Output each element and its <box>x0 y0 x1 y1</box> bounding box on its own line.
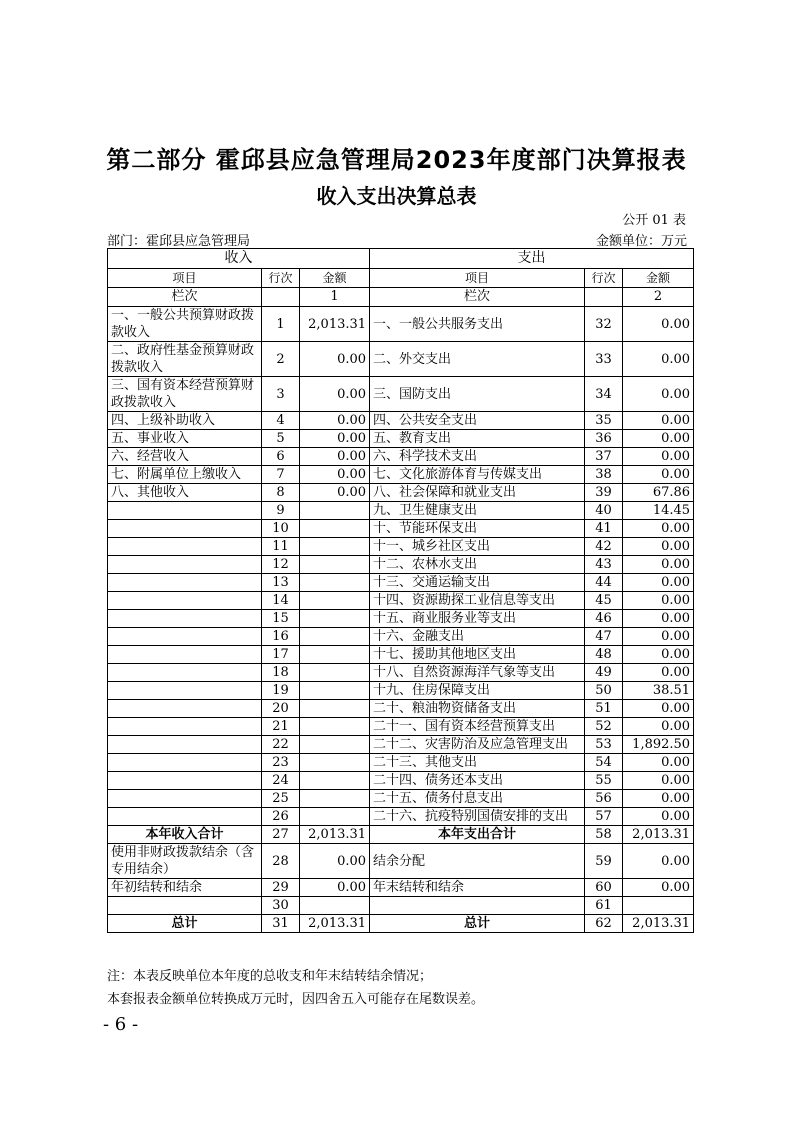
expense-row-no: 32 <box>585 307 623 342</box>
income-row-no: 10 <box>262 520 300 538</box>
income-amount <box>300 592 370 610</box>
table-row <box>108 592 694 610</box>
income-amount <box>300 538 370 556</box>
income-item: 一、一般公共预算财政拨款收入 <box>108 307 262 342</box>
expense-row-no: 41 <box>585 520 623 538</box>
table-row <box>108 646 694 664</box>
expense-item: 五、教育支出 <box>370 430 585 448</box>
table-row <box>108 682 694 700</box>
expense-amount: 0.00 <box>623 808 694 826</box>
expense-item: 十一、城乡社区支出 <box>370 538 585 556</box>
table-row <box>108 556 694 574</box>
expense-row-no: 59 <box>585 844 623 879</box>
income-expense-table <box>107 248 694 933</box>
income-amount: 0.00 <box>300 377 370 412</box>
income-item-header: 项目 <box>108 269 262 288</box>
expense-amount: 0.00 <box>623 790 694 808</box>
expense-row-no: 50 <box>585 682 623 700</box>
expense-item: 十、节能环保支出 <box>370 520 585 538</box>
section-header-row <box>108 249 694 269</box>
income-amount: 0.00 <box>300 412 370 430</box>
income-item <box>108 700 262 718</box>
income-amount <box>300 682 370 700</box>
expense-item: 二十三、其他支出 <box>370 754 585 772</box>
income-amount <box>300 700 370 718</box>
income-item <box>108 628 262 646</box>
income-item <box>108 736 262 754</box>
income-amount <box>300 897 370 915</box>
income-row-no: 3 <box>262 377 300 412</box>
expense-item: 十九、住房保障支出 <box>370 682 585 700</box>
table-row <box>108 736 694 754</box>
expense-amount: 0.00 <box>623 610 694 628</box>
table-row <box>108 879 694 897</box>
income-item <box>108 538 262 556</box>
income-total-amount: 2,013.31 <box>300 826 370 844</box>
expense-item: 十七、援助其他地区支出 <box>370 646 585 664</box>
income-item <box>108 897 262 915</box>
expense-row-no: 54 <box>585 754 623 772</box>
income-amount <box>300 520 370 538</box>
table-row <box>108 574 694 592</box>
expense-grand-total-row-no: 62 <box>585 915 623 933</box>
income-row-no: 28 <box>262 844 300 879</box>
income-row-no: 24 <box>262 772 300 790</box>
income-amount <box>300 664 370 682</box>
income-total-row-no: 27 <box>262 826 300 844</box>
expense-item: 结余分配 <box>370 844 585 879</box>
expense-item: 三、国防支出 <box>370 377 585 412</box>
income-row-no: 19 <box>262 682 300 700</box>
income-item: 使用非财政拨款结余（含专用结余） <box>108 844 262 879</box>
expense-amount: 0.00 <box>623 412 694 430</box>
expense-item: 六、科学技术支出 <box>370 448 585 466</box>
expense-amount: 0.00 <box>623 556 694 574</box>
expense-amount: 0.00 <box>623 664 694 682</box>
income-amount: 0.00 <box>300 430 370 448</box>
income-row-no: 18 <box>262 664 300 682</box>
expense-item: 十六、金融支出 <box>370 628 585 646</box>
table-row <box>108 342 694 377</box>
expense-item: 十五、商业服务业等支出 <box>370 610 585 628</box>
amount-unit-label: 金额单位：万元 <box>595 234 687 249</box>
income-amount <box>300 718 370 736</box>
income-amount <box>300 556 370 574</box>
grand-total-row <box>108 915 694 933</box>
income-row-no: 14 <box>262 592 300 610</box>
table-row <box>108 844 694 879</box>
table-row <box>108 520 694 538</box>
table-row <box>108 430 694 448</box>
expense-amount: 0.00 <box>623 307 694 342</box>
income-row-no: 23 <box>262 754 300 772</box>
expense-item <box>370 897 585 915</box>
expense-item: 二十六、抗疫特别国债安排的支出 <box>370 808 585 826</box>
table-row <box>108 664 694 682</box>
expense-amount: 0.00 <box>623 342 694 377</box>
expense-amount: 1,892.50 <box>623 736 694 754</box>
income-item: 二、政府性基金预算财政拨款收入 <box>108 342 262 377</box>
table-row <box>108 448 694 466</box>
page-title: 第二部分 霍邱县应急管理局2023年度部门决算报表 <box>106 146 687 174</box>
expense-total-label: 本年支出合计 <box>370 826 585 844</box>
expense-item: 十三、交通运输支出 <box>370 574 585 592</box>
expense-row-no: 43 <box>585 556 623 574</box>
subtotal-row <box>108 826 694 844</box>
income-amount <box>300 790 370 808</box>
report-number: 公开 01 表 <box>622 213 686 228</box>
income-row-no: 26 <box>262 808 300 826</box>
income-grand-total-label: 总计 <box>108 915 262 933</box>
expense-item: 二十一、国有资本经营预算支出 <box>370 718 585 736</box>
table-row <box>108 628 694 646</box>
expense-total-row-no: 58 <box>585 826 623 844</box>
income-column-blank <box>262 288 300 307</box>
expense-amount: 0.00 <box>623 772 694 790</box>
income-amount: 2,013.31 <box>300 307 370 342</box>
income-row-no: 17 <box>262 646 300 664</box>
income-item <box>108 790 262 808</box>
expense-row-no: 33 <box>585 342 623 377</box>
expense-amount: 0.00 <box>623 574 694 592</box>
income-amount: 0.00 <box>300 844 370 879</box>
expense-amount: 0.00 <box>623 700 694 718</box>
income-item: 四、上级补助收入 <box>108 412 262 430</box>
expense-row-no: 61 <box>585 897 623 915</box>
expense-grand-total-amount: 2,013.31 <box>623 915 694 933</box>
table-note: 注：本表反映单位本年度的总收支和年末结转结余情况； <box>107 969 433 984</box>
income-row-no: 5 <box>262 430 300 448</box>
income-item <box>108 682 262 700</box>
expense-row-no: 38 <box>585 466 623 484</box>
income-amount <box>300 736 370 754</box>
income-amount: 0.00 <box>300 448 370 466</box>
expense-row-no: 37 <box>585 448 623 466</box>
expense-row-no: 52 <box>585 718 623 736</box>
expense-row-no: 34 <box>585 377 623 412</box>
expense-row-no: 56 <box>585 790 623 808</box>
income-amount-header: 金额 <box>300 269 370 288</box>
table-row <box>108 897 694 915</box>
income-grand-total-row-no: 31 <box>262 915 300 933</box>
income-row-no: 29 <box>262 879 300 897</box>
income-amount: 0.00 <box>300 342 370 377</box>
expense-item: 一、一般公共服务支出 <box>370 307 585 342</box>
expense-amount: 14.45 <box>623 502 694 520</box>
income-row-no: 13 <box>262 574 300 592</box>
income-column-label: 栏次 <box>108 288 262 307</box>
expense-item-header: 项目 <box>370 269 585 288</box>
income-row-no: 20 <box>262 700 300 718</box>
income-item: 三、国有资本经营预算财政拨款收入 <box>108 377 262 412</box>
income-item <box>108 772 262 790</box>
income-item <box>108 718 262 736</box>
income-item <box>108 754 262 772</box>
expense-row-no: 39 <box>585 484 623 502</box>
expense-row-no: 47 <box>585 628 623 646</box>
income-item <box>108 520 262 538</box>
income-amount <box>300 502 370 520</box>
income-row-no: 15 <box>262 610 300 628</box>
income-column-number: 1 <box>300 288 370 307</box>
expense-column-label: 栏次 <box>370 288 585 307</box>
expense-item: 七、文化旅游体育与传媒支出 <box>370 466 585 484</box>
expense-item: 二十四、债务还本支出 <box>370 772 585 790</box>
expense-item: 四、公共安全支出 <box>370 412 585 430</box>
expense-row-no: 44 <box>585 574 623 592</box>
expense-row-no: 57 <box>585 808 623 826</box>
income-amount <box>300 628 370 646</box>
expense-column-number: 2 <box>623 288 694 307</box>
income-amount: 0.00 <box>300 879 370 897</box>
table-row <box>108 790 694 808</box>
expense-amount: 0.00 <box>623 466 694 484</box>
expense-row-no: 46 <box>585 610 623 628</box>
expense-amount: 38.51 <box>623 682 694 700</box>
income-item: 五、事业收入 <box>108 430 262 448</box>
table-row <box>108 808 694 826</box>
column-header-row <box>108 269 694 288</box>
income-total-label: 本年收入合计 <box>108 826 262 844</box>
expense-item: 二、外交支出 <box>370 342 585 377</box>
expense-row-no: 45 <box>585 592 623 610</box>
income-amount <box>300 610 370 628</box>
income-item <box>108 664 262 682</box>
expense-total-amount: 2,013.31 <box>623 826 694 844</box>
income-row-no: 22 <box>262 736 300 754</box>
expense-row-no: 40 <box>585 502 623 520</box>
expense-row-no: 42 <box>585 538 623 556</box>
income-item <box>108 646 262 664</box>
income-row-no: 9 <box>262 502 300 520</box>
income-item: 年初结转和结余 <box>108 879 262 897</box>
income-item <box>108 592 262 610</box>
expense-row-no: 49 <box>585 664 623 682</box>
expense-item: 十四、资源勘探工业信息等支出 <box>370 592 585 610</box>
expense-amount: 67.86 <box>623 484 694 502</box>
table-row <box>108 484 694 502</box>
expense-amount: 0.00 <box>623 448 694 466</box>
income-item <box>108 610 262 628</box>
expense-item: 九、卫生健康支出 <box>370 502 585 520</box>
table-row <box>108 718 694 736</box>
table-row <box>108 412 694 430</box>
income-amount <box>300 754 370 772</box>
income-row-no: 30 <box>262 897 300 915</box>
table-row <box>108 700 694 718</box>
income-amount <box>300 646 370 664</box>
income-row-no: 21 <box>262 718 300 736</box>
income-row-no: 7 <box>262 466 300 484</box>
department-label: 部门：霍邱县应急管理局 <box>107 234 251 249</box>
expense-row-no: 36 <box>585 430 623 448</box>
column-number-row <box>108 288 694 307</box>
table-row <box>108 502 694 520</box>
expense-row-no: 55 <box>585 772 623 790</box>
income-grand-total-amount: 2,013.31 <box>300 915 370 933</box>
page-number: - 6 - <box>103 1014 139 1035</box>
table-row <box>108 307 694 342</box>
table-title: 收入支出决算总表 <box>316 184 477 208</box>
expense-item: 二十五、债务付息支出 <box>370 790 585 808</box>
expense-amount: 0.00 <box>623 718 694 736</box>
expense-row-header: 行次 <box>585 269 623 288</box>
expense-row-no: 51 <box>585 700 623 718</box>
expense-amount: 0.00 <box>623 879 694 897</box>
expense-row-no: 35 <box>585 412 623 430</box>
table-row <box>108 754 694 772</box>
income-amount: 0.00 <box>300 466 370 484</box>
expense-header: 支出 <box>370 249 694 269</box>
expense-amount <box>623 897 694 915</box>
income-row-no: 1 <box>262 307 300 342</box>
expense-row-no: 60 <box>585 879 623 897</box>
income-amount <box>300 574 370 592</box>
income-row-no: 16 <box>262 628 300 646</box>
table-row <box>108 772 694 790</box>
expense-amount: 0.00 <box>623 430 694 448</box>
table-row <box>108 466 694 484</box>
income-header: 收入 <box>108 249 370 269</box>
table-row <box>108 610 694 628</box>
expense-row-no: 53 <box>585 736 623 754</box>
income-row-header: 行次 <box>262 269 300 288</box>
income-row-no: 25 <box>262 790 300 808</box>
income-item: 七、附属单位上缴收入 <box>108 466 262 484</box>
income-item <box>108 502 262 520</box>
expense-amount-header: 金额 <box>623 269 694 288</box>
income-row-no: 6 <box>262 448 300 466</box>
income-row-no: 11 <box>262 538 300 556</box>
expense-item: 八、社会保障和就业支出 <box>370 484 585 502</box>
income-row-no: 12 <box>262 556 300 574</box>
income-amount: 0.00 <box>300 484 370 502</box>
expense-item: 二十、粮油物资储备支出 <box>370 700 585 718</box>
income-row-no: 8 <box>262 484 300 502</box>
income-row-no: 4 <box>262 412 300 430</box>
table-row <box>108 538 694 556</box>
expense-amount: 0.00 <box>623 628 694 646</box>
expense-amount: 0.00 <box>623 646 694 664</box>
expense-amount: 0.00 <box>623 754 694 772</box>
expense-amount: 0.00 <box>623 377 694 412</box>
expense-amount: 0.00 <box>623 520 694 538</box>
expense-item: 十二、农林水支出 <box>370 556 585 574</box>
expense-item: 二十二、灾害防治及应急管理支出 <box>370 736 585 754</box>
expense-column-blank <box>585 288 623 307</box>
rounding-note: 本套报表金额单位转换成万元时，因四舍五入可能存在尾数误差。 <box>107 992 485 1007</box>
income-row-no: 2 <box>262 342 300 377</box>
income-item <box>108 556 262 574</box>
expense-amount: 0.00 <box>623 538 694 556</box>
expense-item: 年末结转和结余 <box>370 879 585 897</box>
expense-row-no: 48 <box>585 646 623 664</box>
expense-grand-total-label: 总计 <box>370 915 585 933</box>
income-item <box>108 574 262 592</box>
income-amount <box>300 808 370 826</box>
expense-item: 十八、自然资源海洋气象等支出 <box>370 664 585 682</box>
income-item: 六、经营收入 <box>108 448 262 466</box>
income-amount <box>300 772 370 790</box>
expense-amount: 0.00 <box>623 592 694 610</box>
expense-amount: 0.00 <box>623 844 694 879</box>
income-item <box>108 808 262 826</box>
table-row <box>108 377 694 412</box>
income-item: 八、其他收入 <box>108 484 262 502</box>
